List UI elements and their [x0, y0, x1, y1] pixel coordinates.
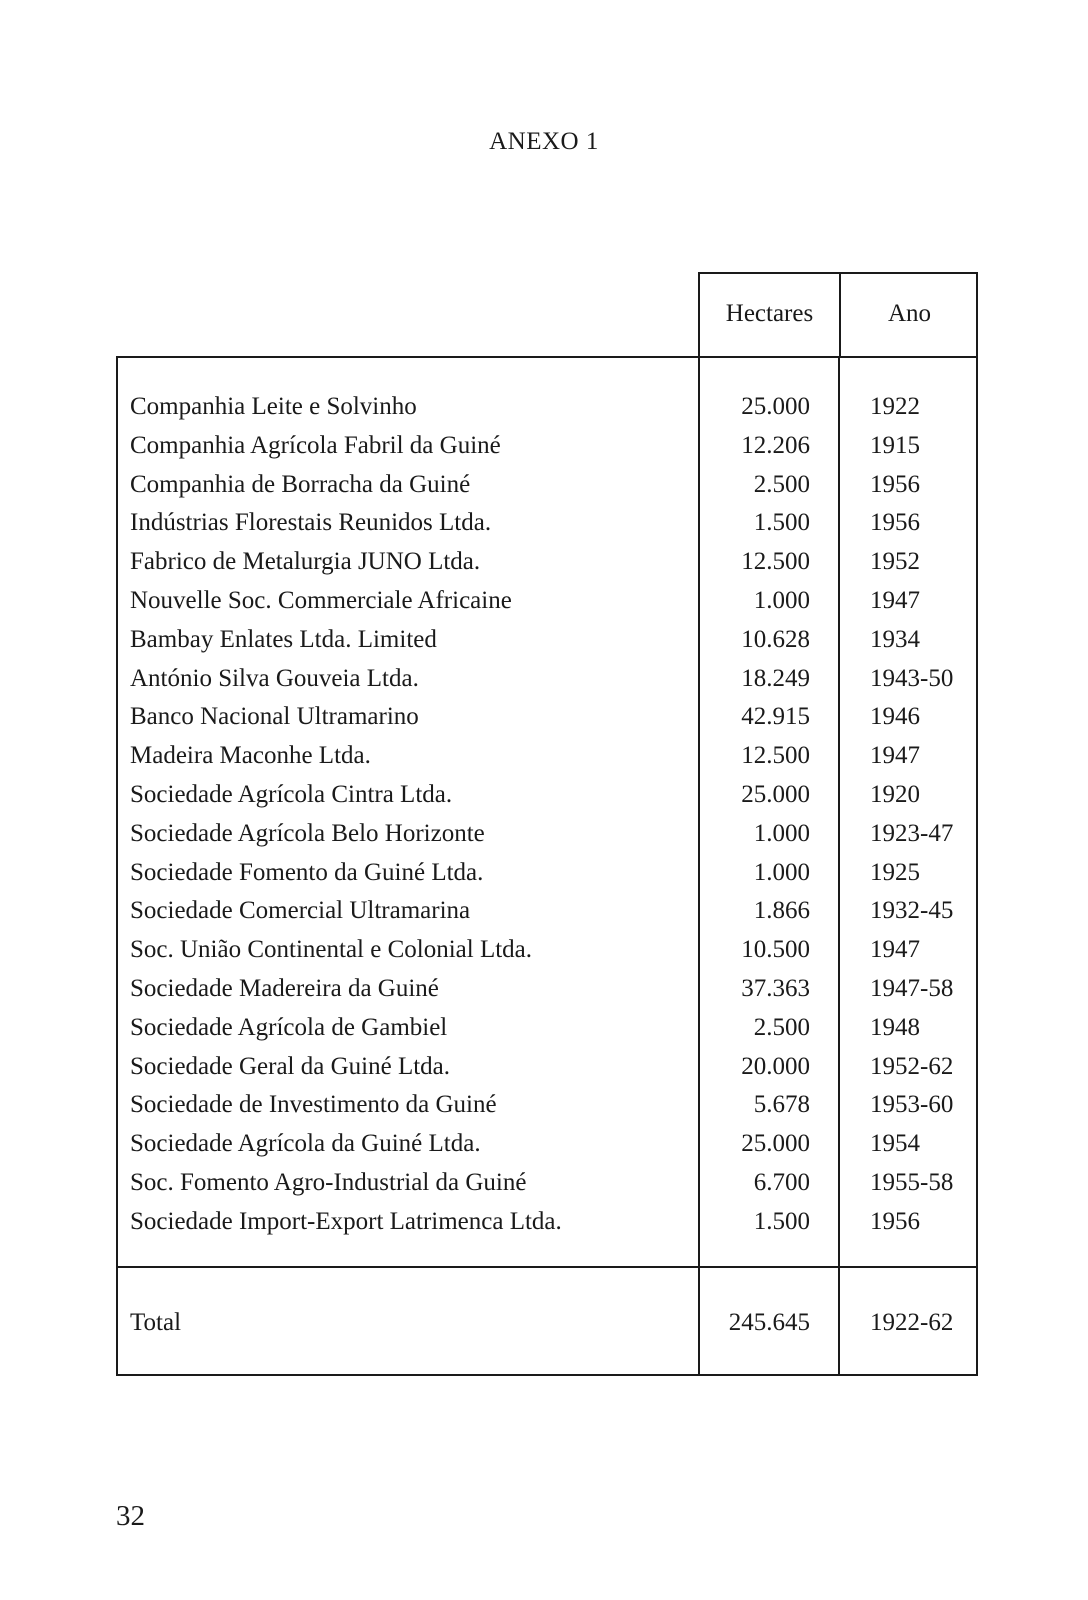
year-value: 1920	[870, 780, 920, 808]
hectares-value: 5.678	[753, 1091, 810, 1119]
hectares-value: 12.500	[741, 548, 810, 576]
table-rows	[118, 388, 976, 1242]
company-name: Sociedade Agrícola de Gambiel	[130, 1013, 448, 1041]
company-name: Sociedade Import-Export Latrimenca Ltda.	[130, 1207, 562, 1235]
company-name: Companhia Leite e Solvinho	[130, 393, 417, 420]
company-name: Companhia de Borracha da Guiné	[130, 470, 471, 498]
year-value: 1932-45	[870, 897, 954, 925]
year-value: 1915	[870, 431, 920, 459]
company-name: Sociedade de Investimento da Guiné	[130, 1091, 497, 1119]
year-value: 1922	[870, 393, 920, 420]
table-row	[118, 466, 976, 505]
company-name: Sociedade Agrícola da Guiné Ltda.	[130, 1130, 481, 1158]
company-name: Companhia Agrícola Fabril da Guiné	[130, 431, 501, 459]
company-name: Sociedade Agrícola Belo Horizonte	[130, 819, 485, 847]
column-header-ano: Ano	[887, 300, 932, 327]
company-name: Indústrias Florestais Reunidos Ltda.	[130, 509, 492, 537]
company-name: António Silva Gouveia Ltda.	[130, 664, 419, 692]
table-row	[118, 931, 976, 970]
table-row	[118, 737, 976, 776]
company-name: Sociedade Geral da Guiné Ltda.	[130, 1052, 451, 1080]
hectares-value: 1.500	[753, 1207, 810, 1235]
table-row	[118, 1086, 976, 1125]
table-row	[118, 1009, 976, 1048]
hectares-value: 42.915	[741, 703, 810, 731]
total-row	[118, 1304, 976, 1342]
table-row	[118, 1203, 976, 1242]
total-label: Total	[130, 1309, 182, 1336]
table-body	[116, 356, 978, 1268]
hectares-value: 2.500	[753, 470, 810, 498]
year-value: 1956	[870, 470, 920, 498]
hectares-value: 12.206	[741, 431, 810, 459]
year-value: 1925	[870, 858, 920, 886]
year-value: 1952-62	[870, 1052, 954, 1080]
table-row	[118, 660, 976, 699]
hectares-value: 6.700	[753, 1168, 810, 1196]
table-row	[118, 504, 976, 543]
company-name: Nouvelle Soc. Commerciale Africaine	[130, 586, 512, 614]
table-row	[118, 621, 976, 660]
year-value: 1953-60	[870, 1091, 954, 1119]
year-value: 1954	[870, 1130, 920, 1158]
year-value: 1956	[870, 1207, 920, 1235]
table-row	[118, 582, 976, 621]
year-value: 1947	[870, 936, 920, 964]
company-name: Fabrico de Metalurgia JUNO Ltda.	[130, 548, 481, 576]
table-row	[118, 543, 976, 582]
table-row	[118, 698, 976, 737]
hectares-value: 2.500	[753, 1013, 810, 1041]
year-value: 1948	[870, 1013, 920, 1041]
hectares-value: 25.000	[741, 393, 810, 420]
page-number: 32	[116, 1500, 145, 1532]
table-row	[118, 1048, 976, 1087]
table-row	[118, 854, 976, 893]
total-hectares: 245.645	[728, 1309, 810, 1336]
table-row	[118, 892, 976, 931]
page-title: ANEXO 1	[489, 128, 599, 155]
hectares-value: 20.000	[741, 1052, 810, 1080]
hectares-value: 10.500	[741, 936, 810, 964]
column-header-hectares: Hectares	[700, 274, 841, 356]
table-row	[118, 427, 976, 466]
table-row	[118, 1125, 976, 1164]
year-value: 1946	[870, 703, 920, 731]
hectares-value: 37.363	[741, 974, 810, 1002]
company-name: Sociedade Fomento da Guiné Ltda.	[130, 858, 484, 886]
hectares-value: 25.000	[741, 1130, 810, 1158]
company-name: Sociedade Madereira da Guiné	[130, 974, 439, 1002]
hectares-value: 18.249	[741, 664, 810, 692]
hectares-value: 1.000	[753, 819, 810, 847]
hectares-value: 1.866	[753, 897, 810, 925]
year-value: 1947-58	[870, 974, 954, 1002]
table-row	[118, 388, 976, 427]
year-value: 1947	[870, 586, 920, 614]
company-name: Soc. União Continental e Colonial Ltda.	[130, 936, 533, 964]
company-name: Soc. Fomento Agro-Industrial da Guiné	[130, 1168, 527, 1196]
year-value: 1947	[870, 742, 920, 770]
year-value: 1956	[870, 509, 920, 537]
hectares-value: 1.500	[753, 509, 810, 537]
company-name: Bambay Enlates Ltda. Limited	[130, 625, 437, 653]
year-value: 1934	[870, 625, 920, 653]
company-name: Banco Nacional Ultramarino	[130, 703, 419, 731]
hectares-value: 10.628	[741, 625, 810, 653]
company-name: Sociedade Agrícola Cintra Ltda.	[130, 780, 453, 808]
total-ano: 1922-62	[870, 1309, 954, 1336]
table-total	[116, 1266, 978, 1376]
table-row	[118, 815, 976, 854]
hectares-value: 12.500	[741, 742, 810, 770]
table-header	[698, 272, 978, 356]
year-value: 1955-58	[870, 1168, 954, 1196]
table-row	[118, 776, 976, 815]
table-row	[118, 1164, 976, 1203]
year-value: 1943-50	[870, 664, 954, 692]
hectares-value: 1.000	[753, 858, 810, 886]
year-value: 1952	[870, 548, 920, 576]
hectares-value: 25.000	[741, 780, 810, 808]
company-name: Madeira Maconhe Ltda.	[130, 742, 371, 770]
year-value: 1923-47	[870, 819, 954, 847]
table-row	[118, 970, 976, 1009]
company-name: Sociedade Comercial Ultramarina	[130, 897, 471, 925]
hectares-value: 1.000	[753, 586, 810, 614]
